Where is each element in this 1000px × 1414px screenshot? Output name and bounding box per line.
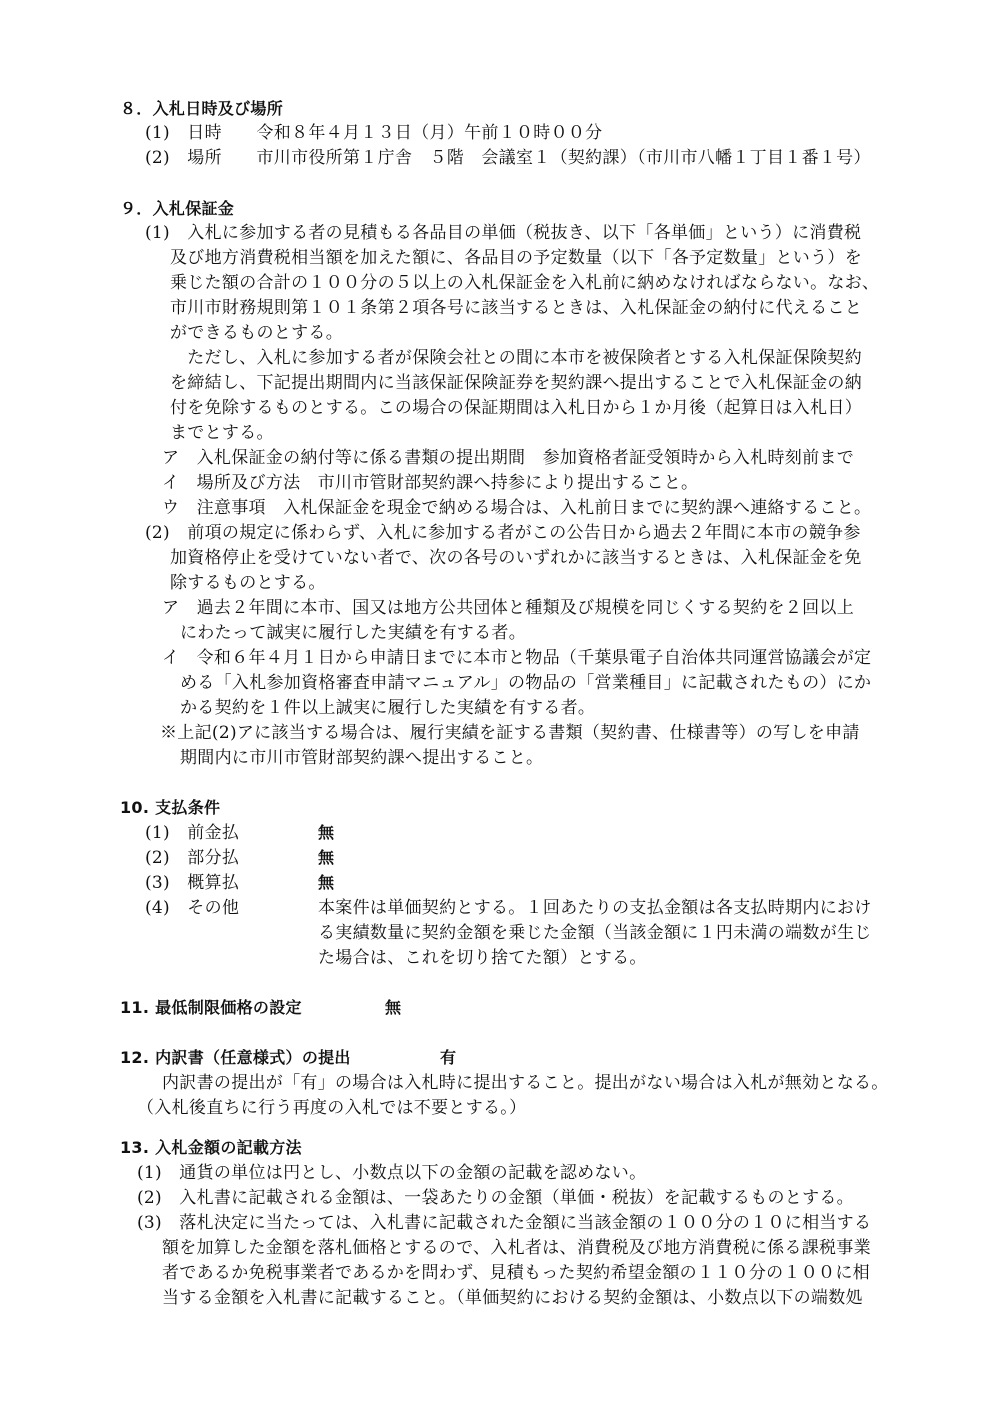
section-9-note: 期間内に市川市管財部契約課へ提出すること。 — [180, 748, 544, 768]
payment-other-label: (4) その他 — [145, 898, 240, 918]
section-9-p1-line: ただし、入札に参加する者が保険会社との間に本市を被保険者とする入札保証保険契約 — [170, 348, 862, 368]
section-12-heading: 12. 内訳書（任意様式）の提出 — [120, 1048, 351, 1067]
payment-row-label: (1) 前金払 — [145, 823, 240, 843]
section-9-p1-line: を締結し、下記提出期間内に当該保証保険証券を契約課へ提出することで入札保証金の納 — [170, 373, 862, 393]
section-9-heading: ９．入札保証金 — [120, 199, 235, 218]
section-13-item-3: (3) 落札決定に当たっては、入札書に記載された金額に当該金額の１００分の１０に相当する — [137, 1213, 872, 1233]
section-9-p1-line: (1) 入札に参加する者の見積もる各品目の単価（税抜き、以下「各単価」という）に消費税 — [145, 223, 862, 243]
section-8-heading: ８．入札日時及び場所 — [120, 99, 284, 118]
section-11-value: 無 — [385, 998, 402, 1017]
section-9-item-u: ウ 注意事項 入札保証金を現金で納める場合は、入札前日までに契約課へ連絡すること。 — [162, 498, 872, 518]
section-9-item-a2: にわたって誠実に履行した実績を有する者。 — [180, 623, 526, 643]
section-8-datetime: (1) 日時 令和８年４月１３日（月）午前１０時００分 — [145, 123, 603, 143]
section-9-p2-line: 除するものとする。 — [170, 573, 326, 593]
section-13-item-3: 額を加算した金額を落札価格とするので、入札者は、消費税及び地方消費税に係る課税事業 — [162, 1238, 871, 1258]
payment-other-text: た場合は、これを切り捨てた額）とする。 — [318, 948, 647, 968]
section-9-p2-line: (2) 前項の規定に係わらず、入札に参加する者がこの公告日から過去２年間に本市の競争参 — [145, 523, 861, 543]
section-9-p1-line: 乗じた額の合計の１００分の５以上の入札保証金を入札前に納めなければならない。なお、 — [170, 273, 880, 293]
payment-row-label: (2) 部分払 — [145, 848, 240, 868]
section-9-p1-line: ができるものとする。 — [170, 323, 343, 343]
payment-row-value: 無 — [318, 873, 335, 892]
section-9-p1-line: 市川市財務規則第１０１条第２項各号に該当するときは、入札保証金の納付に代えること — [170, 298, 862, 318]
payment-row-label: (3) 概算払 — [145, 873, 240, 893]
section-9-p1-line: 及び地方消費税相当額を加えた額に、各品目の予定数量（以下「各予定数量」という）を — [170, 248, 862, 268]
section-13-item-3: 当する金額を入札書に記載すること。（単価契約における契約金額は、小数点以下の端数処 — [162, 1288, 863, 1308]
section-10-heading: 10. 支払条件 — [120, 798, 221, 817]
section-9-item-i: イ 場所及び方法 市川市管財部契約課へ持参により提出すること。 — [162, 473, 699, 493]
section-9-p1-line: までとする。 — [170, 423, 274, 443]
section-13-item-3: 者であるか免税事業者であるかを問わず、見積もった契約希望金額の１１０分の１００に相 — [162, 1263, 870, 1283]
payment-other-text: る実績数量に契約金額を乗じた金額（当該金額に１円未満の端数が生じ — [318, 923, 872, 943]
section-11-heading: 11. 最低制限価格の設定 — [120, 998, 302, 1017]
section-8-place: (2) 場所 市川市役所第１庁舎 ５階 会議室１（契約課）（市川市八幡１丁目１番１号） — [145, 148, 871, 168]
payment-row-value: 無 — [318, 848, 335, 867]
section-12-value: 有 — [440, 1048, 457, 1067]
section-9-item-i2: める「入札参加資格審査申請マニュアル」の物品の「営業種目」に記載されたもの）にか — [180, 673, 872, 693]
section-13-item-2: (2) 入札書に記載される金額は、一袋あたりの金額（単価・税抜）を記載するものとする。 — [137, 1188, 854, 1208]
section-9-item-i2: イ 令和６年４月１日から申請日までに本市と物品（千葉県電子自治体共同運営協議会が定 — [162, 648, 872, 668]
section-9-item-a2: ア 過去２年間に本市、国又は地方公共団体と種類及び規模を同じくする契約を２回以上 — [162, 598, 854, 618]
section-12-text: （入札後直ちに行う再度の入札では不要とする。） — [137, 1098, 527, 1118]
payment-other-text: 本案件は単価契約とする。１回あたりの支払金額は各支払時期内におけ — [318, 898, 872, 918]
section-9-p2-line: 加資格停止を受けていない者で、次の各号のいずれかに該当するときは、入札保証金を免 — [170, 548, 862, 568]
section-13-heading: 13. 入札金額の記載方法 — [120, 1138, 302, 1157]
section-9-note: ※上記(2)アに該当する場合は、履行実績を証する書類（契約書、仕様書等）の写しを申請 — [160, 723, 860, 743]
section-9-item-i2: かる契約を１件以上誠実に履行した実績を有する者。 — [180, 698, 596, 718]
section-12-text: 内訳書の提出が「有」の場合は入札時に提出すること。提出がない場合は入札が無効となる。 — [162, 1073, 889, 1093]
section-9-p1-line: 付を免除するものとする。この場合の保証期間は入札日から１か月後（起算日は入札日） — [170, 398, 862, 418]
payment-row-value: 無 — [318, 823, 335, 842]
section-9-item-a: ア 入札保証金の納付等に係る書類の提出期間 参加資格者証受領時から入札時刻前まで — [162, 448, 854, 468]
section-13-item-1: (1) 通貨の単位は円とし、小数点以下の金額の記載を認めない。 — [137, 1163, 647, 1183]
